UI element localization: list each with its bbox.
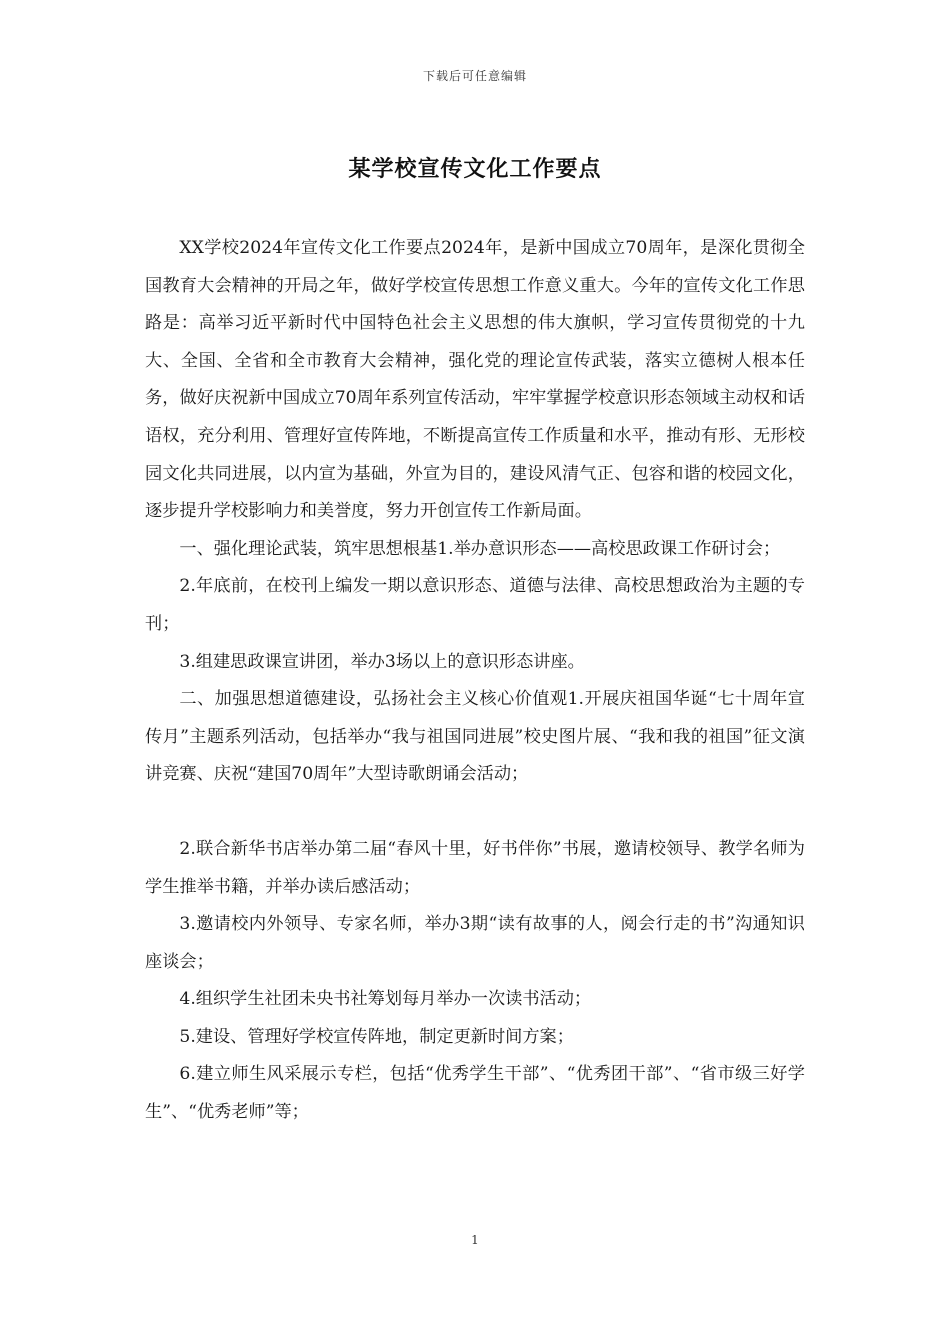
paragraph-item: 5.建设、管理好学校宣传阵地，制定更新时间方案； bbox=[179, 1026, 574, 1047]
paragraph-item: 3.组建思政课宣讲团，举办3场以上的意识形态讲座。 bbox=[179, 651, 585, 672]
page-header-note: 下载后可任意编辑 bbox=[422, 69, 527, 83]
paragraph-item: 2.年底前，在校刊上编发一期以意识形态、道德与法律、高校思想政治为主题的专刊； bbox=[145, 576, 805, 634]
document-body bbox=[145, 230, 805, 1132]
paragraph-item: 3.邀请校内外领导、专家名师，举办3期“读有故事的人，阅会行走的书”沟通知识座谈会； bbox=[145, 914, 805, 972]
paragraph-section-1: 一、强化理论武装，筑牢思想根基1.举办意识形态——高校思政课工作研讨会； bbox=[179, 538, 781, 559]
paragraph-item: 2.联合新华书店举办第二届“春风十里，好书伴你”书展，邀请校领导、教学名师为学生推举书籍，并举办读后感活动； bbox=[145, 838, 805, 897]
paragraph-item: 4.组织学生社团未央书社筹划每月举办一次读书活动； bbox=[179, 989, 592, 1010]
paragraph-intro: XX学校2024年宣传文化工作要点2024年，是新中国成立70周年，是深化贯彻全国教育大会精神的开局之年，做好学校宣传思想工作意义重大。今年的宣传文化工作思路是：高举习近平新时代中国特色社会主义思想的伟大旗帜，学习宣传贯彻党的十九大、全国、全省和全市教育大会精神，强化党的理论宣传武装，落实立德树人根本任务，做好庆祝新中国成立70周年系列宣传活动，牢牢掌握学校意识形态领域主动权和话语权，充分利用、管理好宣传阵地，不断提高宣传工作质量和水平，推动有形、无形校园文化共同进展，以内宣为基础，外宣为目的，建设风清气正、包容和谐的校园文化，逐步提升学校影响力和美誉度，努力开创宣传工作新局面。 bbox=[145, 238, 805, 522]
document-title: 某学校宣传文化工作要点 bbox=[348, 156, 602, 182]
paragraph-item: 6.建立师生风采展示专栏，包括“优秀学生干部”、“优秀团干部”、“省市级三好学生”、“优秀老师”等； bbox=[145, 1064, 805, 1123]
paragraph-section-2: 二、加强思想道德建设，弘扬社会主义核心价值观1.开展庆祖国华诞“七十周年宣传月”主题系列活动，包括举办“我与祖国同进展”校史图片展、“我和我的祖国”征文演讲竞赛、庆祝“建国70周年”大型诗歌朗诵会活动； bbox=[145, 689, 805, 785]
page-number: 1 bbox=[471, 1233, 479, 1247]
